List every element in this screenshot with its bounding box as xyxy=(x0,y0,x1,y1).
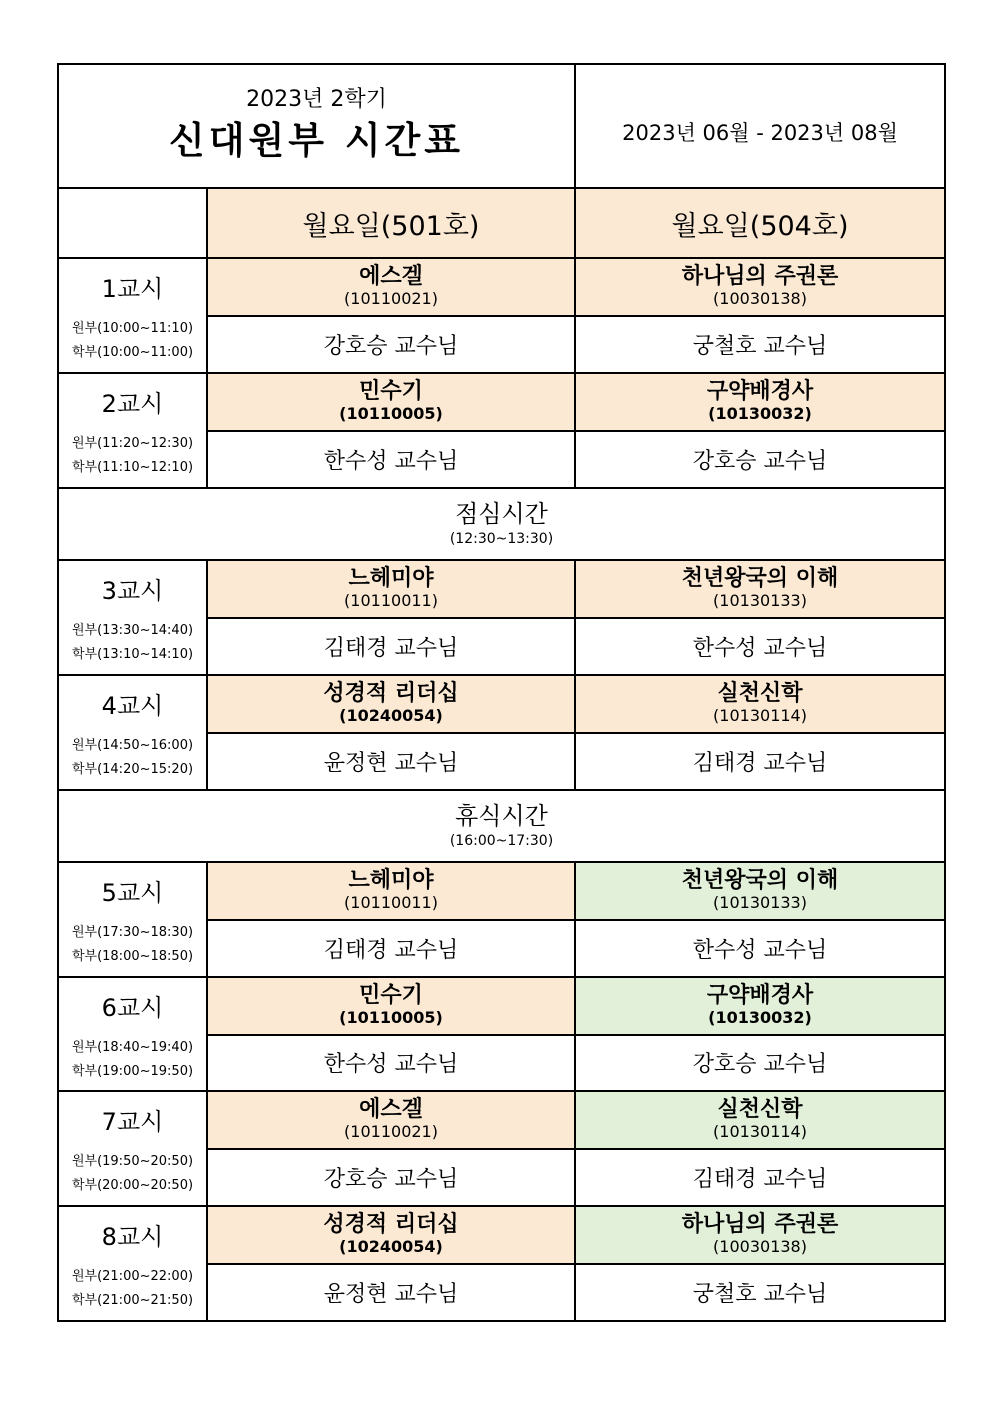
slot-name: 5교시 xyxy=(101,878,164,907)
slot-course-row xyxy=(58,862,945,920)
slot-times xyxy=(59,432,206,480)
slot-time-line: 학부(14:20~15:20) xyxy=(71,761,194,777)
slot-times xyxy=(59,1265,206,1313)
slot-course-row xyxy=(58,560,945,618)
course-code: (10110005) xyxy=(339,403,443,423)
slot-course-row xyxy=(58,373,945,431)
professor-cell-right: 한수성 교수님 xyxy=(575,618,945,675)
slot-course-row xyxy=(58,977,945,1035)
column-header-504: 월요일(504호) xyxy=(575,188,945,258)
slot-course-row xyxy=(58,1206,945,1264)
course-cell-left xyxy=(207,373,575,431)
header-period-cell xyxy=(575,64,945,188)
course-cell-right xyxy=(575,1206,945,1264)
corner-cell xyxy=(58,188,207,258)
course-code: (10240054) xyxy=(339,705,443,725)
course-code: (10030138) xyxy=(713,289,807,309)
course-name: 천년왕국의 이해 xyxy=(681,566,839,592)
slot-times xyxy=(59,1036,206,1084)
professor-cell-right: 강호승 교수님 xyxy=(575,1035,945,1092)
professor-cell-left: 강호승 교수님 xyxy=(207,316,575,373)
course-cell-right xyxy=(575,862,945,920)
break-name: 점심시간 xyxy=(455,499,548,528)
course-cell-right xyxy=(575,675,945,733)
slot-times xyxy=(59,734,206,782)
slot-time-line: 학부(18:00~18:50) xyxy=(71,948,194,964)
course-code: (10130032) xyxy=(708,1007,812,1027)
column-header-501: 월요일(501호) xyxy=(207,188,575,258)
course-name: 하나님의 주권론 xyxy=(681,264,839,290)
slot-time-line: 학부(20:00~20:50) xyxy=(71,1178,194,1194)
course-code: (10130032) xyxy=(708,403,812,423)
slot-time-line: 학부(13:10~14:10) xyxy=(71,647,194,663)
course-code: (10130133) xyxy=(713,591,807,611)
course-cell-left xyxy=(207,862,575,920)
slot-times xyxy=(59,317,206,365)
course-cell-right xyxy=(575,373,945,431)
course-cell-right xyxy=(575,1091,945,1149)
course-cell-left xyxy=(207,560,575,618)
course-cell-left xyxy=(207,977,575,1035)
slot-cell xyxy=(58,977,207,1092)
slot-name: 1교시 xyxy=(101,275,164,304)
course-code: (10110011) xyxy=(344,591,438,611)
break-cell xyxy=(58,488,945,560)
break-time: (16:00~17:30) xyxy=(449,832,554,849)
course-code: (10110021) xyxy=(344,289,438,309)
professor-cell-left: 한수성 교수님 xyxy=(207,431,575,488)
professor-cell-left: 강호승 교수님 xyxy=(207,1149,575,1206)
slot-cell xyxy=(58,675,207,790)
course-name: 성경적 리더십 xyxy=(323,680,459,706)
slot-name: 3교시 xyxy=(101,577,164,606)
course-code: (10110011) xyxy=(344,892,438,912)
course-code: (10110021) xyxy=(344,1122,438,1142)
course-name: 에스겔 xyxy=(359,264,423,290)
slot-time-line: 원부(14:50~16:00) xyxy=(71,737,194,753)
timetable xyxy=(57,63,946,1322)
slot-time-line: 원부(10:00~11:10) xyxy=(71,321,194,337)
professor-cell-left: 김태경 교수님 xyxy=(207,618,575,675)
course-name: 실천신학 xyxy=(717,680,803,706)
course-name: 민수기 xyxy=(359,982,423,1008)
course-name: 느헤미야 xyxy=(348,566,434,592)
slot-time-line: 원부(19:50~20:50) xyxy=(71,1154,194,1170)
professor-cell-left: 김태경 교수님 xyxy=(207,920,575,977)
slot-course-row xyxy=(58,258,945,316)
course-name: 구약배경사 xyxy=(706,378,814,404)
course-cell-right xyxy=(575,258,945,316)
header-title-cell xyxy=(58,64,575,188)
course-code: (10030138) xyxy=(713,1237,807,1257)
slot-course-row xyxy=(58,675,945,733)
course-code: (10110005) xyxy=(339,1007,443,1027)
slot-time-line: 학부(11:10~12:10) xyxy=(71,460,194,476)
course-cell-left xyxy=(207,675,575,733)
course-code: (10130114) xyxy=(713,705,807,725)
slot-name: 7교시 xyxy=(101,1108,164,1137)
slot-times xyxy=(59,921,206,969)
course-cell-right xyxy=(575,560,945,618)
course-cell-left xyxy=(207,1206,575,1264)
slot-time-line: 학부(10:00~11:00) xyxy=(71,345,194,361)
course-code: (10240054) xyxy=(339,1237,443,1257)
course-name: 성경적 리더십 xyxy=(323,1212,459,1238)
page-title: 신대원부 시간표 xyxy=(168,119,465,163)
slot-cell xyxy=(58,1206,207,1321)
professor-cell-left: 윤정현 교수님 xyxy=(207,733,575,790)
slot-time-line: 학부(19:00~19:50) xyxy=(71,1063,194,1079)
professor-cell-right: 궁철호 교수님 xyxy=(575,1264,945,1321)
professor-cell-right: 강호승 교수님 xyxy=(575,431,945,488)
professor-cell-right: 김태경 교수님 xyxy=(575,733,945,790)
course-name: 구약배경사 xyxy=(706,982,814,1008)
course-name: 실천신학 xyxy=(717,1097,803,1123)
term-label: 2023년 2학기 xyxy=(246,87,387,113)
professor-cell-right: 김태경 교수님 xyxy=(575,1149,945,1206)
professor-cell-right: 궁철호 교수님 xyxy=(575,316,945,373)
slot-name: 6교시 xyxy=(101,993,164,1022)
course-code: (10130133) xyxy=(713,892,807,912)
slot-time-line: 원부(13:30~14:40) xyxy=(71,623,194,639)
slot-time-line: 원부(11:20~12:30) xyxy=(71,436,194,452)
slot-time-line: 원부(18:40~19:40) xyxy=(71,1039,194,1055)
slot-cell xyxy=(58,1091,207,1206)
course-name: 에스겔 xyxy=(359,1097,423,1123)
slot-time-line: 학부(21:00~21:50) xyxy=(71,1293,194,1309)
course-code: (10130114) xyxy=(713,1122,807,1142)
course-cell-right xyxy=(575,977,945,1035)
slot-course-row xyxy=(58,1091,945,1149)
professor-cell-right: 한수성 교수님 xyxy=(575,920,945,977)
course-name: 하나님의 주권론 xyxy=(681,1212,839,1238)
slot-cell xyxy=(58,560,207,675)
course-cell-left xyxy=(207,1091,575,1149)
course-cell-left xyxy=(207,258,575,316)
break-cell xyxy=(58,790,945,862)
break-time: (12:30~13:30) xyxy=(449,530,554,547)
professor-cell-left: 윤정현 교수님 xyxy=(207,1264,575,1321)
course-name: 천년왕국의 이해 xyxy=(681,867,839,893)
slot-cell xyxy=(58,862,207,977)
break-row xyxy=(58,790,945,862)
slot-name: 2교시 xyxy=(101,390,164,419)
break-name: 휴식시간 xyxy=(455,801,548,830)
period-label: 2023년 06월 - 2023년 08월 xyxy=(622,121,898,146)
slot-time-line: 원부(21:00~22:00) xyxy=(71,1269,194,1285)
slot-name: 4교시 xyxy=(101,691,164,720)
course-name: 느헤미야 xyxy=(348,867,434,893)
break-row xyxy=(58,488,945,560)
slot-cell xyxy=(58,258,207,373)
slot-times xyxy=(59,1150,206,1198)
professor-cell-left: 한수성 교수님 xyxy=(207,1035,575,1092)
slot-name: 8교시 xyxy=(101,1223,164,1252)
slot-cell xyxy=(58,373,207,488)
slot-time-line: 원부(17:30~18:30) xyxy=(71,924,194,940)
course-name: 민수기 xyxy=(359,378,423,404)
slot-times xyxy=(59,619,206,667)
